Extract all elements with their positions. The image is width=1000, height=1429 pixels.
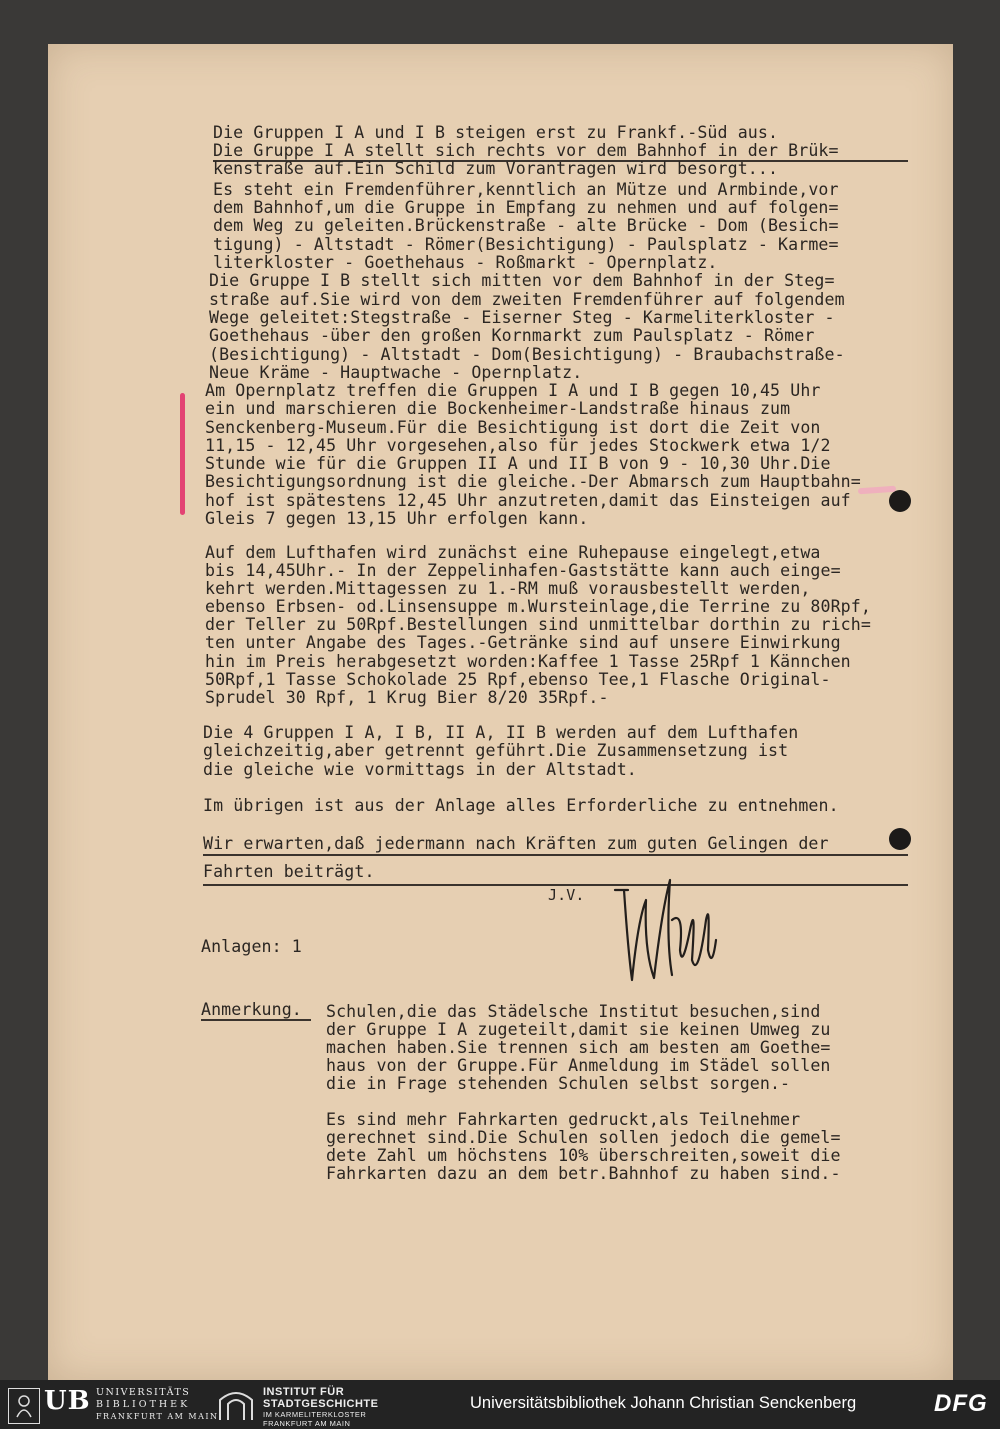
text-line: Wege geleitet:Stegstraße - Eiserner Steg - Karmeliterkloster - <box>209 308 835 327</box>
text-line: ebenso Erbsen- od.Linsensuppe m.Wursteinlage,die Terrine zu 80Rpf, <box>205 597 871 616</box>
uni-line: BIBLIOTHEK <box>96 1399 191 1410</box>
text-line: Fahrkarten dazu an dem betr.Bahnhof zu haben sind.- <box>326 1164 841 1183</box>
text-line: Fahrten beiträgt. <box>203 862 375 881</box>
text-line: dete Zahl um höchstens 10% überschreiten,soweit die <box>326 1146 841 1165</box>
text-line: Besichtigungsordnung ist die gleiche.-Der Abmarsch zum Hauptbahn= <box>205 472 861 491</box>
text-line: literkloster - Goethehaus - Roßmarkt - Opernplatz. <box>213 253 718 272</box>
inst-line: IM KARMELITERKLOSTER <box>263 1410 367 1419</box>
text-line: Es steht ein Fremdenführer,kenntlich an Mütze und Armbinde,vor <box>213 180 839 199</box>
text-line: Schulen,die das Städelsche Institut besuchen,sind <box>326 1002 821 1021</box>
text-line: ten unter Angabe des Tages.-Getränke sind auf unsere Einwirkung <box>205 633 841 652</box>
text-line: Senckenberg-Museum.Für die Besichtigung ist dort die Zeit von <box>205 418 821 437</box>
text-line: Neue Kräme - Hauptwache - Opernplatz. <box>209 363 583 382</box>
underline <box>201 1019 311 1021</box>
red-pencil-mark <box>180 393 185 515</box>
uni-line: FRANKFURT AM MAIN <box>96 1412 219 1421</box>
text-line: dem Weg zu geleiten.Brückenstraße - alte Brücke - Dom (Besich= <box>213 216 839 235</box>
text-line: (Besichtigung) - Altstadt - Dom(Besichtigung) - Braubachstraße- <box>209 345 845 364</box>
inst-line: FRANKFURT AM MAIN <box>263 1419 351 1428</box>
text-line: kehrt werden.Mittagessen zu 1.-RM muß vorausbestellt werden, <box>205 579 811 598</box>
note-label: Anmerkung. <box>201 1000 302 1019</box>
uni-line: UNIVERSITÄTS <box>96 1387 191 1398</box>
inst-line: STADTGESCHICHTE <box>263 1398 379 1410</box>
text-line: Gleis 7 gegen 13,15 Uhr erfolgen kann. <box>205 509 589 528</box>
text-line: Die Gruppe I A stellt sich rechts vor dem Bahnhof in der Brük= <box>213 141 839 160</box>
text-line: kenstraße auf.Ein Schild zum Vorantragen wird besorgt... <box>213 159 779 178</box>
text-line: tigung) - Altstadt - Römer(Besichtigung) - Paulsplatz - Karme= <box>213 235 839 254</box>
handwritten-signature <box>610 860 720 990</box>
institute-building-icon <box>216 1388 256 1422</box>
text-line: straße auf.Sie wird von dem zweiten Fremdenführer auf folgendem <box>209 290 845 309</box>
attachments-label: Anlagen: 1 <box>201 937 302 956</box>
text-line: Sprudel 30 Rpf, 1 Krug Bier 8/20 35Rpf.- <box>205 688 609 707</box>
text-line: Wir erwarten,daß jedermann nach Kräften zum guten Gelingen der <box>203 834 829 853</box>
text-line: hin im Preis herabgesetzt worden:Kaffee 1 Tasse 25Rpf 1 Kännchen <box>205 652 851 671</box>
dfg-logo: DFG <box>934 1390 988 1417</box>
text-line: ein und marschieren die Bockenheimer-Landstraße hinaus zum <box>205 399 791 418</box>
text-line: 50Rpf,1 Tasse Schokolade 25 Rpf,ebenso Tee,1 Flasche Original- <box>205 670 831 689</box>
text-line: machen haben.Sie trennen sich am besten am Goethe= <box>326 1038 831 1057</box>
text-line: der Teller zu 50Rpf.Bestellungen sind unmittelbar dorthin zu rich= <box>205 615 871 634</box>
university-library-label <box>96 1387 219 1423</box>
footer-bar <box>0 1380 1000 1429</box>
text-line: Die 4 Gruppen I A, I B, II A, II B werden auf dem Lufthafen <box>203 723 799 742</box>
text-line: 11,15 - 12,45 Uhr vorgesehen,also für jedes Stockwerk etwa 1/2 <box>205 436 831 455</box>
text-line: Goethehaus -über den großen Kornmarkt zum Paulsplatz - Römer <box>209 326 815 345</box>
inst-line: INSTITUT FÜR <box>263 1386 345 1398</box>
library-name: Universitätsbibliothek Johann Christian Senckenberg <box>470 1394 857 1412</box>
text-line: Am Opernplatz treffen die Gruppen I A und I B gegen 10,45 Uhr <box>205 381 821 400</box>
text-line: der Gruppe I A zugeteilt,damit sie keinen Umweg zu <box>326 1020 831 1039</box>
punch-hole-top <box>889 490 911 512</box>
text-line: die in Frage stehenden Schulen selbst sorgen.- <box>326 1074 791 1093</box>
text-line: haus von der Gruppe.Für Anmeldung im Städel sollen <box>326 1056 831 1075</box>
text-line: die gleiche wie vormittags in der Altstadt. <box>203 760 637 779</box>
text-line: Stunde wie für die Gruppen II A und II B von 9 - 10,30 Uhr.Die <box>205 454 831 473</box>
text-line: bis 14,45Uhr.- In der Zeppelinhafen-Gaststätte kann auch einge= <box>205 561 841 580</box>
underline <box>203 854 908 856</box>
punch-hole-bottom <box>889 828 911 850</box>
text-line: gerechnet sind.Die Schulen sollen jedoch die gemel= <box>326 1128 841 1147</box>
text-line-annex: Im übrigen ist aus der Anlage alles Erforderliche zu entnehmen. <box>203 796 839 815</box>
text-line: Es sind mehr Fahrkarten gedruckt,als Teilnehmer <box>326 1110 801 1129</box>
text-line: gleichzeitig,aber getrennt geführt.Die Zusammensetzung ist <box>203 741 789 760</box>
ub-logo: UB <box>44 1386 91 1416</box>
text-line: Die Gruppen I A und I B steigen erst zu Frankf.-Süd aus. <box>213 123 779 142</box>
text-line: dem Bahnhof,um die Gruppe in Empfang zu nehmen und auf folgen= <box>213 198 839 217</box>
jv-label: J.V. <box>548 886 585 904</box>
text-line: Auf dem Lufthafen wird zunächst eine Ruhepause eingelegt,etwa <box>205 543 821 562</box>
text-line: hof ist spätestens 12,45 Uhr anzutreten,damit das Einsteigen auf <box>205 491 851 510</box>
text-line: Die Gruppe I B stellt sich mitten vor dem Bahnhof in der Steg= <box>209 271 835 290</box>
institute-label <box>263 1386 378 1428</box>
ub-crest-icon <box>8 1388 40 1424</box>
